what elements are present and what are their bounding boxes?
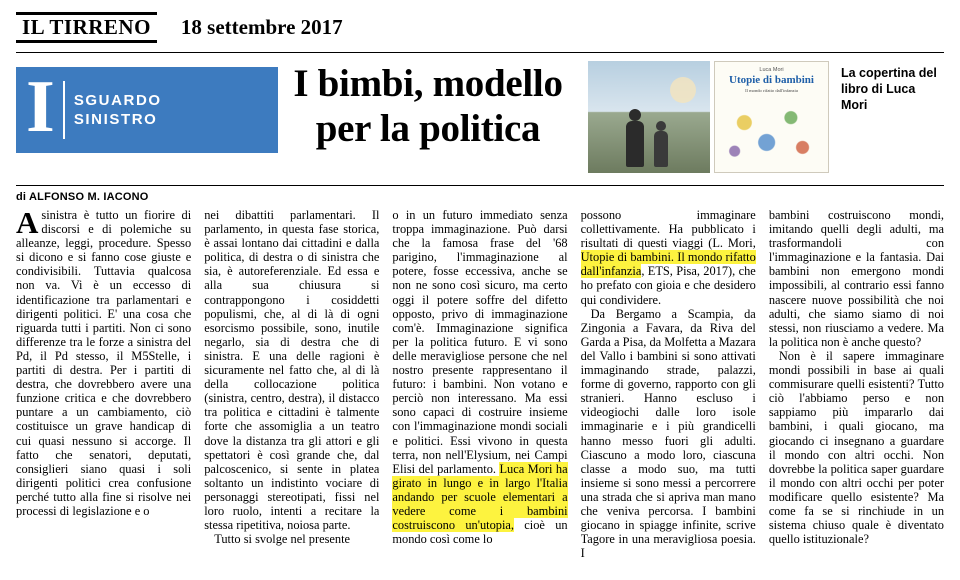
book-cover-illustration [723, 104, 820, 166]
paragraph-text: sinistra è tutto un fiorire di discorsi e di polemiche su alleanze, leggi, procedure. Spesso si dicono e si fanno cose giuste e condivisibili. Tuttavia qualcosa non va. Vi è un eccesso di identificazione tra parlamentari e dirigenti politici. E' una cosa che riguarda tutti i partiti. Non ci sono differenze tra le forze a sinistra del Pd, il Pd stesso, il M5Stelle, i partiti di destra. Per i partiti di destra, che dovrebbero avere una funzione critica e che dovrebbero puntare a un cambiamento, ciò costituisce un grave handicap di cui quasi nessuno si accorge. Il fatto che senatori, deputati, consiglieri siano quasi i soli dirigenti politici crea confusione perché tutto alla fine si risolve nei processi di legislazione e o [16, 208, 192, 518]
text-column-5 [769, 208, 944, 580]
paragraph-text: nei dibattiti parlamentari. Il parlamento, in questa fase storica, è assai lontano dai cittadini e dalla politica, di destra o di sinistra che sia, è autoreferenziale. Ed essa e alla sua chiusura si contrappongono i cosiddetti populismi, che, al di là di ogni esorcismo possibile, sono, inutile negarlo, sia di destra che di sinistra. E una delle ragioni è sicuramente nel fatto che, al di là della collocazione politica (sinistra, centro, destra), il distacco tra politica e cittadini è talmente forte che assomiglia a un teatro dove la distanza tra gli attori e gli spettatori è così grande che, dal palcoscenico, si sente in platea soltanto un indistinto vociare di personaggi stereotipati, fissi nel loro ruolo, intenti a recitare la stessa ripetitiva, noiosa parte. [204, 208, 380, 533]
paragraph-text: o in un futuro immediato senza troppa immaginazione. Può darsi che la famosa frase del '68 parigino, l'immaginazione al potere, fosse eccessiva, anche se non ne sono così sicuro, ma certo oggi il potere soffre del difetto opposto, privo di immaginazione com'è. Immaginazione significa per la politica futuro. E vi sono delle meravigliose persone che nel nostro presente rappresentano il futuro: i bambini. Non votano e perciò non interessano. Ma essi sono capaci di costruire insieme con l'immaginazione mondi sociali e politici. Essi vivono in questa terra, non nell'Elysium, nei Campi Elisi del parlamento. [392, 208, 568, 476]
media-column [588, 53, 944, 181]
paragraph-text: possono immaginare collettivamente. Ha pubblicato i risultati di questi viaggi (L. Mori, [580, 208, 756, 251]
issue-date: 18 settembre 2017 [180, 14, 343, 39]
section-flag-column [16, 53, 286, 181]
masthead [16, 0, 944, 44]
paragraph-text: Tutto si svolge nel presente [214, 532, 351, 547]
section-flag [16, 67, 278, 153]
highlighted-text: Utopie di bambini. Il mondo rifatto dall'infanzia [580, 250, 756, 279]
paragraph-tail-text: , ETS, Pisa, 2017), che ho prefato con gioia e che desidero qui condividere. [580, 264, 756, 307]
article-body [16, 208, 944, 580]
paragraph-text: Non è il sapere immaginare mondi possibili in base ai quali commisurare quelli esistenti? Tutto ciò l'abbiamo perso e non sappiamo più impararlo dai bambini, i quali giocano, ma giocando ci insegnano a guardare il mondo con altri occhi. Non dovrebbe la politica saper guardare il mondo con altri occhi per poter modificare quello esistente? Ma come fa se si rinchiude in un sistema chiuso quale è diventato quello istituzionale? [768, 348, 945, 547]
sun-shape [670, 77, 696, 103]
text-column-4 [581, 208, 756, 580]
book-author: Luca Mori [759, 67, 784, 73]
flag-label-line2: SINISTRO [73, 111, 158, 128]
paragraph-text: Da Bergamo a Scampia, da Zingonia a Favara, da Riva del Garda a Pisa, da Molfetta a Mazara del Vallo i bambini si sono attivati immaginando strade, palazzi, forme di governo, rapporto con gli stranieri. Hanno escluso i videogiochi dalle loro isole immaginarie e i più grandicelli hanno messo fuori gli adulti. Ciascuno a modo loro, ciascuna classe a modo suo, ma tutti insieme si sono messi a percorrere una strada che si apriva man mano che veniva percorsa. I bambini giocano in spiagge infinite, scrive Tagore in una meravigliosa poesia. I [580, 306, 756, 561]
article-photo [588, 61, 710, 173]
paragraph-tail-text: cioè un mondo così come lo [392, 518, 568, 547]
newspaper-logo: IL TIRRENO [16, 12, 157, 43]
flag-label-line1: SGUARDO [73, 92, 162, 109]
flag-initial: I [26, 66, 55, 148]
book-cover-image [714, 61, 829, 173]
text-column-2 [204, 208, 379, 580]
photo-caption: La copertina del libro di Luca Mori [841, 66, 937, 112]
text-column-3 [392, 208, 567, 580]
drop-cap: A [16, 208, 39, 240]
byline: di ALFONSO M. IACONO [16, 191, 149, 203]
headline-column [286, 53, 588, 181]
text-column-1 [16, 208, 191, 580]
page-title: I bimbi, modello per la politica [293, 62, 563, 150]
child-silhouette [626, 121, 644, 167]
child-silhouette-secondary [654, 131, 668, 167]
paragraph-text: bambini costruiscono mondi, imitando quelli degli adulti, ma trasformandoli con l'immaginazione e la fantasia. Dai bambini non emergono mondi impossibili, al contrario essi fanno nascere nuove possibilità che noi adulti, che siamo siamo di noi stessi, non riusciamo a vedere. Ma la politica non è anche questo? [768, 208, 945, 349]
header-rule [16, 185, 944, 186]
article-header [16, 53, 944, 181]
book-title: Utopie di bambini [729, 74, 814, 86]
highlighted-text: Luca Mori ha girato in lungo e in largo l'Italia andando per scuole elementari a vedere come i bambini costruiscono un'utopia, [392, 461, 568, 533]
flag-divider [63, 81, 65, 139]
book-subtitle: Il mondo rifatto dall'infanzia [745, 88, 798, 93]
